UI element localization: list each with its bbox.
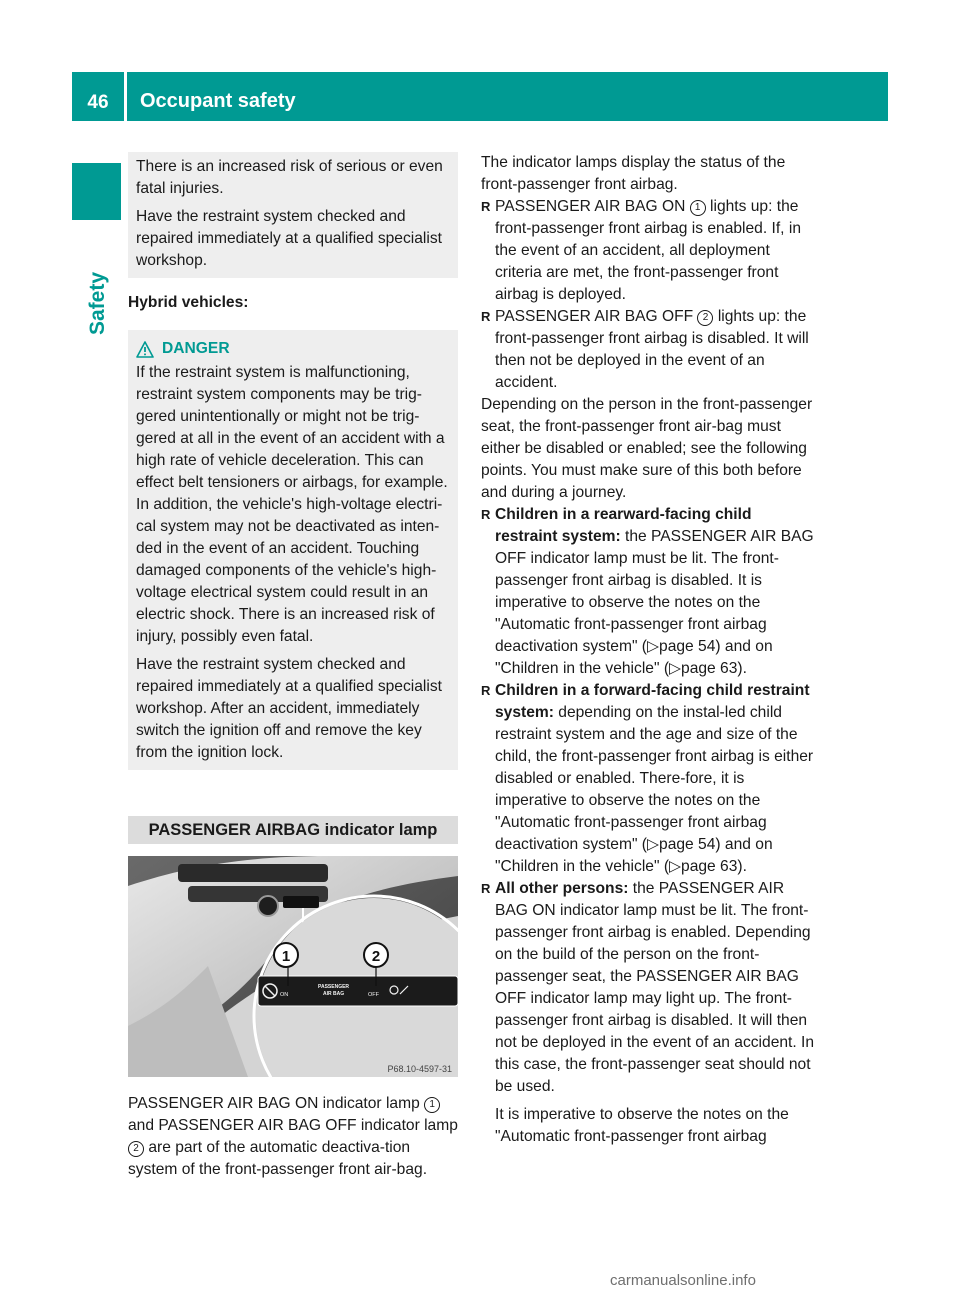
page-ref-arrow: ▷: [647, 638, 660, 655]
danger-box: [128, 330, 458, 770]
page-reference-link[interactable]: page 54: [659, 638, 716, 655]
hybrid-vehicles-label: Hybrid vehicles:: [128, 294, 249, 311]
occupant-list: [481, 504, 815, 1148]
page-title: Occupant safety: [140, 90, 296, 112]
list-item: R Children in a rearward-facing child restraint system: the PASSENGER AIR BAG OFF indicator lamp must be lit. The front-passenger front airbag is disabled. It is imperative to observe the notes on the "Automatic front-passenger front airbag deactivation system" (▷page 54) and on "Children in the vehicle" (▷page 63).: [481, 504, 815, 680]
left-column: [128, 152, 458, 1181]
svg-text:P68.10-4597-31: P68.10-4597-31: [387, 1064, 452, 1074]
page-reference-link[interactable]: page 54: [659, 836, 716, 853]
section-tab-label: Safety: [86, 271, 109, 335]
danger-heading: [136, 338, 450, 360]
warning-text: There is an increased risk of serious or even fatal injuries.: [136, 158, 443, 197]
page-number: 46: [87, 92, 109, 113]
page-ref-arrow: ▷: [647, 836, 660, 853]
dashboard-illustration: [128, 856, 458, 1077]
warning-box-continued: [128, 152, 458, 278]
list-item: R Children in a forward-facing child restraint system: depending on the instal-led child restraint system and the age and size of the child, the front-passenger front airbag is either disabled or enabled. There-fore, it is imperative to observe the notes on the "Automatic front-passenger front airbag deactivation system" (▷page 54) and on "Children in the vehicle" (▷page 63).: [481, 680, 815, 878]
page-ref-arrow: ▷: [669, 858, 682, 875]
watermark: carmanualsonline.info: [610, 1272, 756, 1289]
danger-label: DANGER: [162, 340, 230, 357]
svg-text:OFF: OFF: [368, 992, 379, 998]
callout-marker: 2: [128, 1141, 144, 1157]
lamp-status-list: [481, 196, 815, 394]
page-reference-link[interactable]: page 63: [681, 858, 738, 875]
section-tab-block: [72, 163, 121, 220]
callout-marker: 1: [424, 1097, 440, 1113]
section-heading: PASSENGER AIRBAG indicator lamp: [128, 816, 458, 844]
intro-paragraph: The indicator lamps display the status of the front-passenger front airbag.: [481, 154, 786, 193]
svg-text:PASSENGER: PASSENGER: [318, 984, 350, 990]
svg-text:1: 1: [281, 948, 291, 965]
callout-marker: 2: [697, 310, 713, 326]
right-column: [481, 152, 815, 1148]
page-ref-arrow: ▷: [669, 660, 682, 677]
svg-text:ON: ON: [280, 992, 289, 998]
figure-caption: PASSENGER AIR BAG ON indicator lamp 1 and PASSENGER AIR BAG OFF indicator lamp 2 are part of the automatic deactiva-tion system of the front-passenger front air-bag.: [128, 1095, 458, 1178]
svg-text:AIR BAG: AIR BAG: [323, 991, 345, 997]
list-item: R PASSENGER AIR BAG OFF 2 lights up: the front-passenger front airbag is disabled. It will then not be deployed in the event of an accident.: [481, 306, 815, 394]
danger-text: If the restraint system is malfunctioning, restraint system components may be trig-gered unintentionally or might not be trig-gered at all in the event of an accident with a high rate of vehicle deceleration. This can effect belt tensioners or airbags, for example. In addition, the vehicle's high-voltage electri-cal system may not be deactivated as inten-ded in the event of an accident. Touching damaged components of the vehicle's high-voltage electrical system could result in an electric shock. There is an increased risk of injury, possibly even fatal.: [136, 364, 448, 645]
page-reference-link[interactable]: page 63: [681, 660, 738, 677]
warning-triangle-icon: [136, 341, 154, 358]
svg-text:2: 2: [371, 948, 381, 965]
list-item-continuation: It is imperative to observe the notes on the "Automatic front-passenger front airbag: [495, 1106, 789, 1145]
list-item: R All other persons: the PASSENGER AIR BAG ON indicator lamp must be lit. The front-passenger front airbag is enabled. Depending on the build of the person on the front-passenger seat, the PASSENGER AIR BAG OFF indicator lamp may light up. The front-passenger front airbag is disabled. It will then not be deployed in the event of an accident. In this case, the front-passenger seat should not be used.: [481, 878, 815, 1098]
body-paragraph: Depending on the person in the front-passenger seat, the front-passenger front air-bag must either be disabled or enabled; see the following points. You must make sure of this both before and during a journey.: [481, 396, 813, 501]
callout-marker: 1: [690, 200, 706, 216]
header-divider: [124, 72, 127, 121]
danger-text: Have the restraint system checked and repaired immediately at a qualified specialist workshop. After an accident, immediately switch the ignition off and remove the key from the ignition lock.: [136, 656, 442, 761]
list-item: R PASSENGER AIR BAG ON 1 lights up: the front-passenger front airbag is enabled. If, in the event of an accident, all deployment criteria are met, the front-passenger front airbag is deployed.: [481, 196, 815, 306]
indicator-lamp-photo: [128, 856, 458, 1077]
warning-text: Have the restraint system checked and repaired immediately at a qualified specialist workshop.: [136, 208, 442, 269]
